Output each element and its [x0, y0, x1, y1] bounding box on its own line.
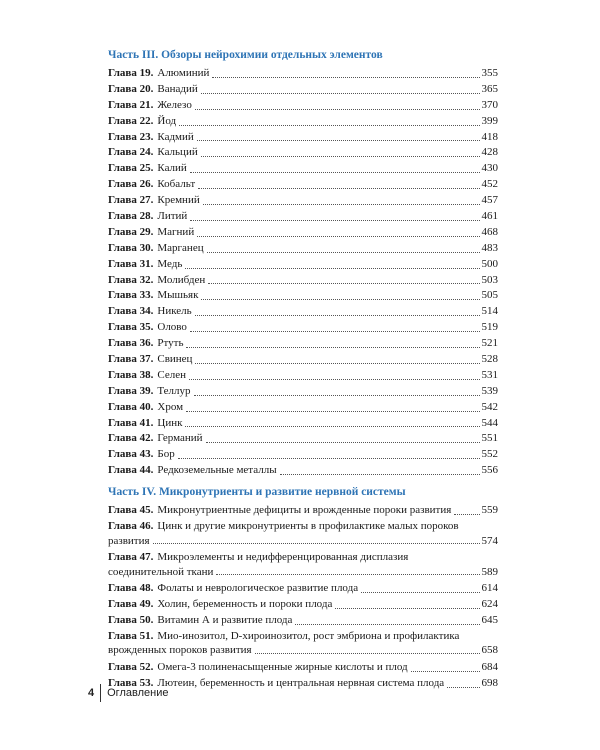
- page-ref: 624: [481, 597, 498, 610]
- entry-label: [108, 463, 277, 479]
- page-ref: 370: [481, 98, 498, 111]
- toc-entry[interactable]: [108, 368, 498, 384]
- toc-entry[interactable]: [108, 503, 498, 519]
- entry-label: [108, 225, 194, 241]
- chapter-title: Цинк и другие микронутриенты в профилактике малых пороков: [157, 520, 459, 533]
- entry-label: [108, 82, 198, 98]
- chapter-title: Алюминий: [157, 66, 210, 79]
- chapter-number: Глава 44.: [108, 464, 154, 477]
- entry-label: [108, 257, 182, 273]
- dot-leader: [185, 425, 479, 427]
- chapter-title: Бор: [157, 448, 175, 461]
- entry-label: [108, 613, 292, 629]
- chapter-number: Глава 53.: [108, 676, 154, 689]
- page-ref: 452: [481, 178, 498, 191]
- entry-label: [108, 581, 358, 597]
- entry-label: [108, 241, 204, 257]
- chapter-number: Глава 35.: [108, 321, 154, 334]
- entry-label: [108, 384, 191, 400]
- chapter-title: Олово: [157, 321, 187, 334]
- chapter-title-continued: развития: [108, 534, 150, 547]
- page-ref: 500: [481, 257, 498, 270]
- dot-leader: [189, 378, 480, 380]
- chapter-title: Редкоземельные металлы: [157, 464, 277, 477]
- dot-leader: [195, 362, 479, 364]
- toc-entry[interactable]: [108, 161, 498, 177]
- chapter-number: Глава 19.: [108, 66, 154, 79]
- page-ref: 514: [481, 305, 498, 318]
- toc-list-part4: [108, 503, 498, 691]
- dot-leader: [190, 330, 480, 332]
- chapter-title: Мио-инозитол, D-хироинозитол, рост эмбриона и профилактика: [157, 629, 460, 642]
- dot-leader: [198, 187, 479, 189]
- chapter-number: Глава 47.: [108, 551, 154, 564]
- page-number: 4: [88, 684, 101, 702]
- page-ref: 428: [481, 146, 498, 159]
- chapter-number: Глава 29.: [108, 225, 154, 238]
- entry-label: [108, 416, 182, 432]
- chapter-number: Глава 41.: [108, 416, 154, 429]
- dot-leader: [454, 513, 479, 515]
- chapter-number: Глава 34.: [108, 305, 154, 318]
- entry-title-line: [108, 643, 498, 658]
- chapter-title-continued: соединительной ткани: [108, 565, 214, 578]
- entry-label: [108, 177, 195, 193]
- dot-leader: [201, 155, 480, 157]
- chapter-number: Глава 49.: [108, 597, 154, 610]
- page-ref: 519: [481, 321, 498, 334]
- page-ref: 542: [481, 400, 498, 413]
- page-footer: [88, 684, 168, 702]
- entry-label: [108, 209, 187, 225]
- page-ref: 684: [481, 660, 498, 673]
- toc-entry[interactable]: [108, 416, 498, 432]
- chapter-title: Никель: [157, 305, 192, 318]
- entry-title-line: [108, 629, 498, 644]
- toc-entry[interactable]: [108, 130, 498, 146]
- toc-entry[interactable]: [108, 597, 498, 613]
- toc-entry[interactable]: [108, 550, 498, 579]
- dot-leader: [447, 686, 479, 688]
- chapter-number: Глава 37.: [108, 353, 154, 366]
- toc-entry[interactable]: [108, 114, 498, 130]
- chapter-title: Мышьяк: [157, 289, 199, 302]
- entry-title-line: [108, 519, 498, 534]
- page-ref: 461: [481, 210, 498, 222]
- chapter-number: Глава 28.: [108, 210, 154, 222]
- page-ref: 528: [481, 353, 498, 366]
- chapter-number: Глава 45.: [108, 504, 154, 517]
- chapter-title: Микроэлементы и недифференцированная дисплазия: [157, 551, 409, 564]
- chapter-number: Глава 22.: [108, 114, 154, 127]
- page-ref: 418: [481, 130, 498, 143]
- chapter-number: Глава 23.: [108, 130, 154, 143]
- dot-leader: [335, 607, 479, 609]
- entry-label: [108, 98, 192, 114]
- dot-leader: [212, 76, 479, 78]
- chapter-title: Микронутриентные дефициты и врожденные пороки развития: [157, 504, 452, 517]
- chapter-title: Кремний: [157, 194, 200, 207]
- entry-label: [108, 320, 187, 336]
- toc-entry[interactable]: [108, 660, 498, 676]
- dot-leader: [179, 124, 479, 126]
- entry-label: [108, 597, 332, 613]
- page-ref: 505: [481, 289, 498, 302]
- page-ref: 614: [481, 582, 498, 595]
- chapter-title: Ртуть: [157, 337, 184, 350]
- entry-label: [108, 66, 209, 82]
- chapter-number: Глава 20.: [108, 82, 154, 95]
- toc-entry[interactable]: [108, 400, 498, 416]
- chapter-number: Глава 51.: [108, 629, 154, 642]
- chapter-title: Кадмий: [157, 130, 194, 143]
- chapter-number: Глава 32.: [108, 273, 154, 286]
- page-ref: 539: [481, 384, 498, 397]
- entry-label: [108, 193, 200, 209]
- entry-label: [108, 368, 186, 384]
- entry-label: [108, 447, 175, 463]
- dot-leader: [195, 314, 480, 316]
- chapter-title: Селен: [157, 368, 186, 381]
- chapter-title: Кальций: [157, 146, 198, 159]
- page-ref: 552: [481, 448, 498, 461]
- page-ref: 430: [481, 162, 498, 175]
- chapter-title-continued: врожденных пороков развития: [108, 644, 252, 657]
- toc-entry[interactable]: [108, 193, 498, 209]
- chapter-title: Марганец: [157, 241, 204, 254]
- toc-entry[interactable]: [108, 209, 498, 225]
- entry-label: [108, 431, 203, 447]
- entry-label: [108, 304, 192, 320]
- entry-title-line: [108, 565, 498, 580]
- dot-leader: [280, 473, 480, 475]
- chapter-title: Витамин А и развитие плода: [157, 613, 293, 626]
- dot-leader: [201, 92, 480, 94]
- toc-entry[interactable]: [108, 613, 498, 629]
- entry-label: [108, 660, 408, 676]
- entry-label: [108, 145, 198, 161]
- page-ref: 698: [481, 676, 498, 689]
- chapter-title: Медь: [157, 257, 183, 270]
- dot-leader: [255, 652, 480, 654]
- dot-leader: [186, 346, 479, 348]
- dot-leader: [197, 139, 480, 141]
- chapter-number: Глава 46.: [108, 520, 154, 533]
- toc-entry[interactable]: [108, 82, 498, 98]
- entry-title-line: [108, 534, 498, 549]
- page-ref: 551: [481, 432, 498, 445]
- dot-leader: [207, 251, 480, 253]
- page-ref: 645: [481, 613, 498, 626]
- page-ref: 658: [481, 644, 498, 657]
- page-ref: 589: [481, 565, 498, 578]
- chapter-title: Железо: [157, 98, 192, 111]
- entry-label: [108, 114, 176, 130]
- chapter-title: Магний: [157, 225, 195, 238]
- chapter-number: Глава 39.: [108, 384, 154, 397]
- page-ref: 468: [481, 225, 498, 238]
- entry-label: [108, 130, 194, 146]
- page-ref: 399: [481, 114, 498, 127]
- chapter-number: Глава 43.: [108, 448, 154, 461]
- page-ref: 365: [481, 82, 498, 95]
- entry-label: [108, 288, 198, 304]
- entry-title-line: [108, 550, 498, 565]
- chapter-title: Молибден: [157, 273, 206, 286]
- page-ref: 483: [481, 241, 498, 254]
- toc-entry[interactable]: [108, 581, 498, 597]
- toc-entry[interactable]: [108, 352, 498, 368]
- entry-label: [108, 273, 205, 289]
- chapter-number: Глава 33.: [108, 289, 154, 302]
- dot-leader: [185, 267, 479, 269]
- toc-entry[interactable]: [108, 288, 498, 304]
- page-ref: 556: [481, 464, 498, 477]
- chapter-title: Фолаты и неврологическое развитие плода: [157, 582, 359, 595]
- entry-label: [108, 161, 187, 177]
- dot-leader: [295, 623, 479, 625]
- page-ref: 457: [481, 194, 498, 207]
- chapter-number: Глава 52.: [108, 660, 154, 673]
- chapter-title: Йод: [157, 114, 177, 127]
- page-ref: 544: [481, 416, 498, 429]
- chapter-number: Глава 26.: [108, 178, 154, 191]
- chapter-title: Калий: [157, 162, 187, 175]
- toc-entry[interactable]: [108, 177, 498, 193]
- chapter-title: Цинк: [157, 416, 183, 429]
- chapter-number: Глава 50.: [108, 613, 154, 626]
- chapter-number: Глава 36.: [108, 337, 154, 350]
- dot-leader: [197, 235, 479, 237]
- dot-leader: [153, 542, 480, 544]
- entry-label: [108, 352, 192, 368]
- dot-leader: [203, 203, 480, 205]
- dot-leader: [208, 282, 479, 284]
- page-ref: 521: [481, 337, 498, 350]
- dot-leader: [194, 394, 480, 396]
- chapter-number: Глава 24.: [108, 146, 154, 159]
- page-ref: 503: [481, 273, 498, 286]
- chapter-number: Глава 42.: [108, 432, 154, 445]
- chapter-number: Глава 25.: [108, 162, 154, 175]
- toc-entry[interactable]: [108, 519, 498, 548]
- dot-leader: [216, 573, 479, 575]
- chapter-title: Теллур: [157, 384, 191, 397]
- dot-leader: [411, 670, 480, 672]
- chapter-title: Омега-3 полиненасыщенные жирные кислоты и плод: [157, 660, 408, 673]
- entry-label: [108, 400, 183, 416]
- chapter-number: Глава 31.: [108, 257, 154, 270]
- toc-entry[interactable]: [108, 273, 498, 289]
- toc-entry[interactable]: [108, 431, 498, 447]
- chapter-title: Лютеин, беременность и центральная нервная система плода: [157, 676, 445, 689]
- toc-entry[interactable]: [108, 98, 498, 114]
- dot-leader: [178, 457, 480, 459]
- toc-entry[interactable]: [108, 304, 498, 320]
- entry-label: [108, 503, 451, 519]
- dot-leader: [206, 441, 480, 443]
- page-ref: 531: [481, 368, 498, 381]
- dot-leader: [201, 298, 479, 300]
- chapter-title: Литий: [157, 210, 188, 222]
- toc-entry[interactable]: [108, 336, 498, 352]
- dot-leader: [195, 108, 480, 110]
- toc-entry[interactable]: [108, 629, 498, 658]
- dot-leader: [361, 591, 479, 593]
- chapter-number: Глава 21.: [108, 98, 154, 111]
- section-name: Оглавление: [107, 687, 169, 699]
- dot-leader: [190, 219, 479, 221]
- page-ref: 559: [481, 504, 498, 517]
- chapter-number: Глава 38.: [108, 368, 154, 381]
- chapter-title: Кобальт: [157, 178, 196, 191]
- toc-entry[interactable]: [108, 241, 498, 257]
- toc-entry[interactable]: [108, 320, 498, 336]
- chapter-title: Холин, беременность и пороки плода: [157, 597, 333, 610]
- toc-list-part3: [108, 66, 498, 479]
- toc-entry[interactable]: [108, 384, 498, 400]
- chapter-number: Глава 27.: [108, 194, 154, 207]
- chapter-title: Ванадий: [157, 82, 198, 95]
- toc-entry[interactable]: [108, 257, 498, 273]
- chapter-title: Хром: [157, 400, 184, 413]
- part-heading: Часть IV. Микронутриенты и развитие нервной системы: [108, 486, 406, 499]
- toc-entry[interactable]: [108, 66, 498, 82]
- chapter-number: Глава 48.: [108, 582, 154, 595]
- toc-entry[interactable]: [108, 225, 498, 241]
- dot-leader: [186, 410, 479, 412]
- toc-entry[interactable]: [108, 463, 498, 479]
- entry-label: [108, 336, 183, 352]
- chapter-number: Глава 40.: [108, 400, 154, 413]
- page-ref: 574: [481, 534, 498, 547]
- chapter-title: Свинец: [157, 353, 193, 366]
- toc-entry[interactable]: [108, 145, 498, 161]
- page-ref: 355: [481, 66, 498, 79]
- table-of-contents: [108, 47, 498, 692]
- dot-leader: [190, 171, 480, 173]
- chapter-number: Глава 30.: [108, 241, 154, 254]
- part-heading: Часть III. Обзоры нейрохимии отдельных элементов: [108, 49, 383, 61]
- toc-entry[interactable]: [108, 447, 498, 463]
- chapter-title: Германий: [157, 432, 203, 445]
